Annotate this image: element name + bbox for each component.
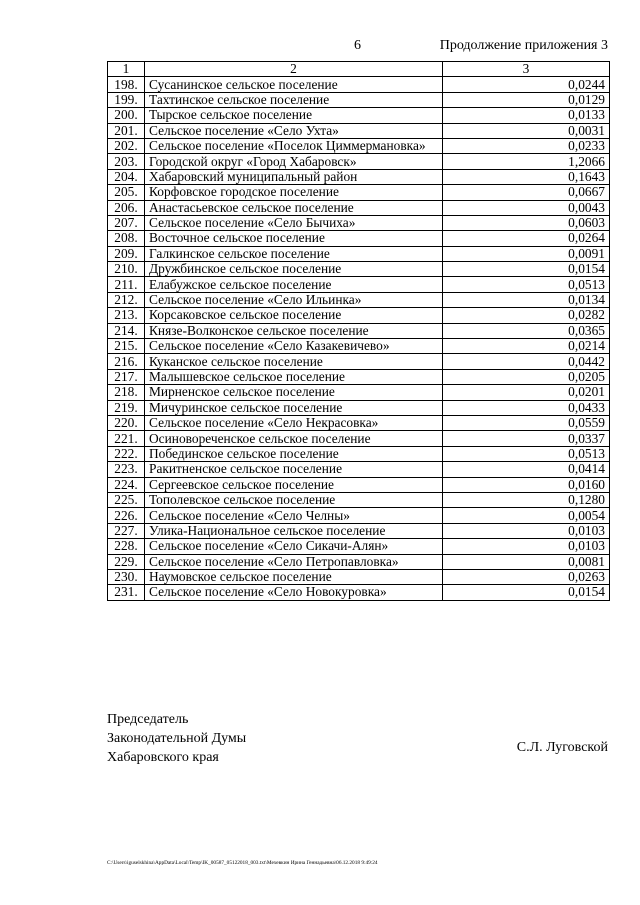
coefficient-value-cell: 0,0129	[443, 92, 610, 107]
settlement-name-cell: Городской округ «Город Хабаровск»	[145, 154, 443, 169]
row-number-cell: 217.	[108, 369, 145, 384]
table-row	[108, 323, 610, 338]
table-row	[108, 554, 610, 569]
row-number-cell: 228.	[108, 539, 145, 554]
table-row	[108, 92, 610, 107]
coefficient-value-cell: 0,0513	[443, 446, 610, 461]
table-row	[108, 477, 610, 492]
table-body	[108, 77, 610, 600]
table-row	[108, 369, 610, 384]
table-row	[108, 385, 610, 400]
coefficient-value-cell: 0,0043	[443, 200, 610, 215]
row-number-cell: 200.	[108, 108, 145, 123]
row-number-cell: 230.	[108, 569, 145, 584]
coefficient-value-cell: 0,0365	[443, 323, 610, 338]
coefficient-value-cell: 0,0337	[443, 431, 610, 446]
table-row	[108, 508, 610, 523]
table-row	[108, 77, 610, 92]
settlement-name-cell: Сельское поселение «Село Сикачи-Алян»	[145, 539, 443, 554]
coefficient-value-cell: 0,0031	[443, 123, 610, 138]
table-row	[108, 154, 610, 169]
table-row	[108, 585, 610, 600]
table-row	[108, 569, 610, 584]
coefficient-value-cell: 0,0559	[443, 415, 610, 430]
table-row	[108, 339, 610, 354]
table-row	[108, 492, 610, 507]
row-number-cell: 202.	[108, 138, 145, 153]
settlement-name-cell: Мичуринское сельское поселение	[145, 400, 443, 415]
coefficient-value-cell: 0,0433	[443, 400, 610, 415]
settlements-table	[107, 61, 610, 601]
signer-name: С.Л. Луговской	[516, 740, 608, 755]
settlement-name-cell: Дружбинское сельское поселение	[145, 262, 443, 277]
coefficient-value-cell: 0,0205	[443, 369, 610, 384]
settlement-name-cell: Сельское поселение «Село Ильинка»	[145, 292, 443, 307]
table-row	[108, 262, 610, 277]
coefficient-value-cell: 0,0264	[443, 231, 610, 246]
coefficient-value-cell: 0,0054	[443, 508, 610, 523]
settlement-name-cell: Улика-Национальное сельское поселение	[145, 523, 443, 538]
coefficient-value-cell: 0,0154	[443, 585, 610, 600]
coefficient-value-cell: 0,0133	[443, 108, 610, 123]
table-row	[108, 308, 610, 323]
settlement-name-cell: Корфовское городское поселение	[145, 185, 443, 200]
row-number-cell: 201.	[108, 123, 145, 138]
table-row	[108, 523, 610, 538]
signature-title-line-1: Председатель	[107, 712, 189, 727]
row-number-cell: 211.	[108, 277, 145, 292]
settlement-name-cell: Анастасьевское сельское поселение	[145, 200, 443, 215]
coefficient-value-cell: 0,0154	[443, 262, 610, 277]
settlement-name-cell: Елабужское сельское поселение	[145, 277, 443, 292]
table-row	[108, 431, 610, 446]
row-number-cell: 214.	[108, 323, 145, 338]
settlement-name-cell: Тахтинское сельское поселение	[145, 92, 443, 107]
coefficient-value-cell: 0,1643	[443, 169, 610, 184]
row-number-cell: 212.	[108, 292, 145, 307]
row-number-cell: 198.	[108, 77, 145, 92]
settlement-name-cell: Мирненское сельское поселение	[145, 385, 443, 400]
row-number-cell: 221.	[108, 431, 145, 446]
settlement-name-cell: Сельское поселение «Село Новокуровка»	[145, 585, 443, 600]
coefficient-value-cell: 0,1280	[443, 492, 610, 507]
row-number-cell: 216.	[108, 354, 145, 369]
row-number-cell: 225.	[108, 492, 145, 507]
row-number-cell: 199.	[108, 92, 145, 107]
row-number-cell: 227.	[108, 523, 145, 538]
footer-file-path: C:\Users\iguselskhina\AppData\Local\Temp\IK_00587_05122018_003.txt\Мехевкин Ирина Геннадьевна\06.12.2018 9:49:24	[107, 860, 378, 866]
signature-block	[107, 710, 246, 767]
settlement-name-cell: Малышевское сельское поселение	[145, 369, 443, 384]
row-number-cell: 218.	[108, 385, 145, 400]
row-number-cell: 204.	[108, 169, 145, 184]
coefficient-value-cell: 0,0103	[443, 523, 610, 538]
coefficient-value-cell: 0,0442	[443, 354, 610, 369]
coefficient-value-cell: 0,0603	[443, 215, 610, 230]
table-row	[108, 185, 610, 200]
table-row	[108, 277, 610, 292]
table-row	[108, 400, 610, 415]
column-header-number: 1	[108, 62, 145, 77]
settlement-name-cell: Сельское поселение «Село Бычиха»	[145, 215, 443, 230]
row-number-cell: 213.	[108, 308, 145, 323]
coefficient-value-cell: 0,0103	[443, 539, 610, 554]
table-row	[108, 169, 610, 184]
row-number-cell: 226.	[108, 508, 145, 523]
coefficient-value-cell: 0,0513	[443, 277, 610, 292]
table-row	[108, 462, 610, 477]
row-number-cell: 210.	[108, 262, 145, 277]
row-number-cell: 215.	[108, 339, 145, 354]
coefficient-value-cell: 0,0263	[443, 569, 610, 584]
settlement-name-cell: Куканское сельское поселение	[145, 354, 443, 369]
settlement-name-cell: Сельское поселение «Село Петропавловка»	[145, 554, 443, 569]
table-row	[108, 446, 610, 461]
settlement-name-cell: Сельское поселение «Село Ухта»	[145, 123, 443, 138]
signature-title-line-3: Хабаровского края	[107, 750, 219, 765]
settlement-name-cell: Ракитненское сельское поселение	[145, 462, 443, 477]
table-row	[108, 108, 610, 123]
coefficient-value-cell: 0,0214	[443, 339, 610, 354]
settlement-name-cell: Сельское поселение «Село Челны»	[145, 508, 443, 523]
settlement-name-cell: Восточное сельское поселение	[145, 231, 443, 246]
settlement-name-cell: Князе-Волконское сельское поселение	[145, 323, 443, 338]
settlement-name-cell: Наумовское сельское поселение	[145, 569, 443, 584]
column-header-value: 3	[443, 62, 610, 77]
settlement-name-cell: Осиновореченское сельское поселение	[145, 431, 443, 446]
table-row	[108, 246, 610, 261]
row-number-cell: 205.	[108, 185, 145, 200]
row-number-cell: 222.	[108, 446, 145, 461]
coefficient-value-cell: 0,0160	[443, 477, 610, 492]
appendix-continuation-label: Продолжение приложения 3	[439, 38, 608, 53]
page-number: 6	[354, 38, 361, 53]
table-row	[108, 123, 610, 138]
row-number-cell: 231.	[108, 585, 145, 600]
table-row	[108, 415, 610, 430]
table-row	[108, 354, 610, 369]
table-row	[108, 138, 610, 153]
row-number-cell: 224.	[108, 477, 145, 492]
coefficient-value-cell: 0,0134	[443, 292, 610, 307]
column-header-name: 2	[145, 62, 443, 77]
row-number-cell: 206.	[108, 200, 145, 215]
settlement-name-cell: Галкинское сельское поселение	[145, 246, 443, 261]
coefficient-value-cell: 0,0091	[443, 246, 610, 261]
row-number-cell: 229.	[108, 554, 145, 569]
settlement-name-cell: Сельское поселение «Поселок Циммермановка»	[145, 138, 443, 153]
row-number-cell: 207.	[108, 215, 145, 230]
coefficient-value-cell: 0,0667	[443, 185, 610, 200]
settlement-name-cell: Сергеевское сельское поселение	[145, 477, 443, 492]
settlement-name-cell: Сельское поселение «Село Некрасовка»	[145, 415, 443, 430]
table-row	[108, 215, 610, 230]
row-number-cell: 209.	[108, 246, 145, 261]
table-row	[108, 539, 610, 554]
table-row	[108, 231, 610, 246]
settlement-name-cell: Побединское сельское поселение	[145, 446, 443, 461]
coefficient-value-cell: 0,0282	[443, 308, 610, 323]
coefficient-value-cell: 1,2066	[443, 154, 610, 169]
settlement-name-cell: Тырское сельское поселение	[145, 108, 443, 123]
row-number-cell: 220.	[108, 415, 145, 430]
settlement-name-cell: Сельское поселение «Село Казакевичево»	[145, 339, 443, 354]
table-row	[108, 200, 610, 215]
coefficient-value-cell: 0,0081	[443, 554, 610, 569]
row-number-cell: 203.	[108, 154, 145, 169]
row-number-cell: 208.	[108, 231, 145, 246]
coefficient-value-cell: 0,0244	[443, 77, 610, 92]
signature-title-line-2: Законодательной Думы	[107, 731, 247, 746]
row-number-cell: 223.	[108, 462, 145, 477]
table-row	[108, 292, 610, 307]
coefficient-value-cell: 0,0201	[443, 385, 610, 400]
settlement-name-cell: Хабаровский муниципальный район	[145, 169, 443, 184]
settlement-name-cell: Тополевское сельское поселение	[145, 492, 443, 507]
coefficient-value-cell: 0,0414	[443, 462, 610, 477]
settlement-name-cell: Сусанинское сельское поселение	[145, 77, 443, 92]
coefficient-value-cell: 0,0233	[443, 138, 610, 153]
table-header-row	[108, 62, 610, 77]
settlement-name-cell: Корсаковское сельское поселение	[145, 308, 443, 323]
row-number-cell: 219.	[108, 400, 145, 415]
